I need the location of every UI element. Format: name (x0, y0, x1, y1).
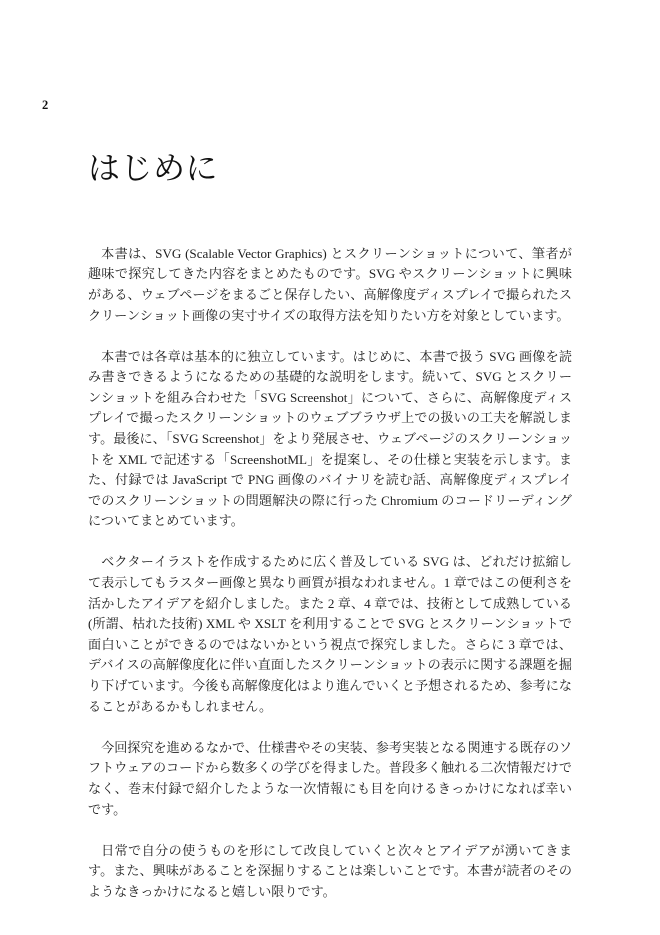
page-number: 2 (42, 98, 49, 112)
paragraph: 本書は、SVG (Scalable Vector Graphics) とスクリーンショットについて、筆者が趣味で探究してきた内容をまとめたものです。SVG やスクリーンショットに興味がある、ウェブページをまるごと保存したい、高解像度ディスプレイで撮られたスクリーンショット画像の実寸サイズの取得方法を知りたい方を対象としています。 (88, 245, 572, 323)
paragraph: 本書では各章は基本的に独立しています。はじめに、本書で扱う SVG 画像を読み書きできるようになるための基礎的な説明をします。続いて、SVG とスクリーンショットを組み合わせた「SVG Screenshot」について、さらに、高解像度ディスプレイで撮ったスクリーンショットのウェブブラウザ上での扱いの工夫を解説します。最後に、「SVG Screenshot」をより発展させ、ウェブページのスクリーンショットを XML で記述する「ScreenshotML」を提案し、その仕様と実装を示します。また、付録では JavaScript で PNG 画像のバイナリを読む話、高解像度ディスプレイでのスクリーンショットの問題解決の際に行った Chromium のコードリーディングについてまとめています。 (88, 348, 572, 529)
chapter-title: はじめに (88, 149, 219, 187)
body-text-block (88, 244, 572, 903)
paragraph: 日常で自分の使うものを形にして改良していくと次々とアイデアが湧いてきます。また、興味があることを深掘りすることは楽しいことです。本書が読者のそのようなきっかけになると嬉しい限りです。 (88, 842, 572, 899)
paragraph: ベクターイラストを作成するために広く普及している SVG は、どれだけ拡縮して表示してもラスター画像と異なり画質が損なわれません。1 章ではこの便利さを活かしたアイデアを紹介しました。また 2 章、4 章では、技術として成熟している (所謂、枯れた技術) XML や XSLT を利用することで SVG とスクリーンショットで面白いことができるのではないかという視点で探究しました。さらに 3 章では、デバイスの高解像度化に伴い直面したスクリーンショットの表示に関する課題を掘り下げています。今後も高解像度化はより進んでいくと予想されるため、参考になることがあるかもしれません。 (88, 554, 572, 714)
paragraph: 今回探究を進めるなかで、仕様書やその実装、参考実装となる関連する既存のソフトウェアのコードから数多くの学びを得ました。普段多く触れる二次情報だけでなく、巻末付録で紹介したような一次情報にも目を向けるきっかけになれば幸いです。 (88, 739, 572, 817)
page-content (88, 150, 572, 902)
